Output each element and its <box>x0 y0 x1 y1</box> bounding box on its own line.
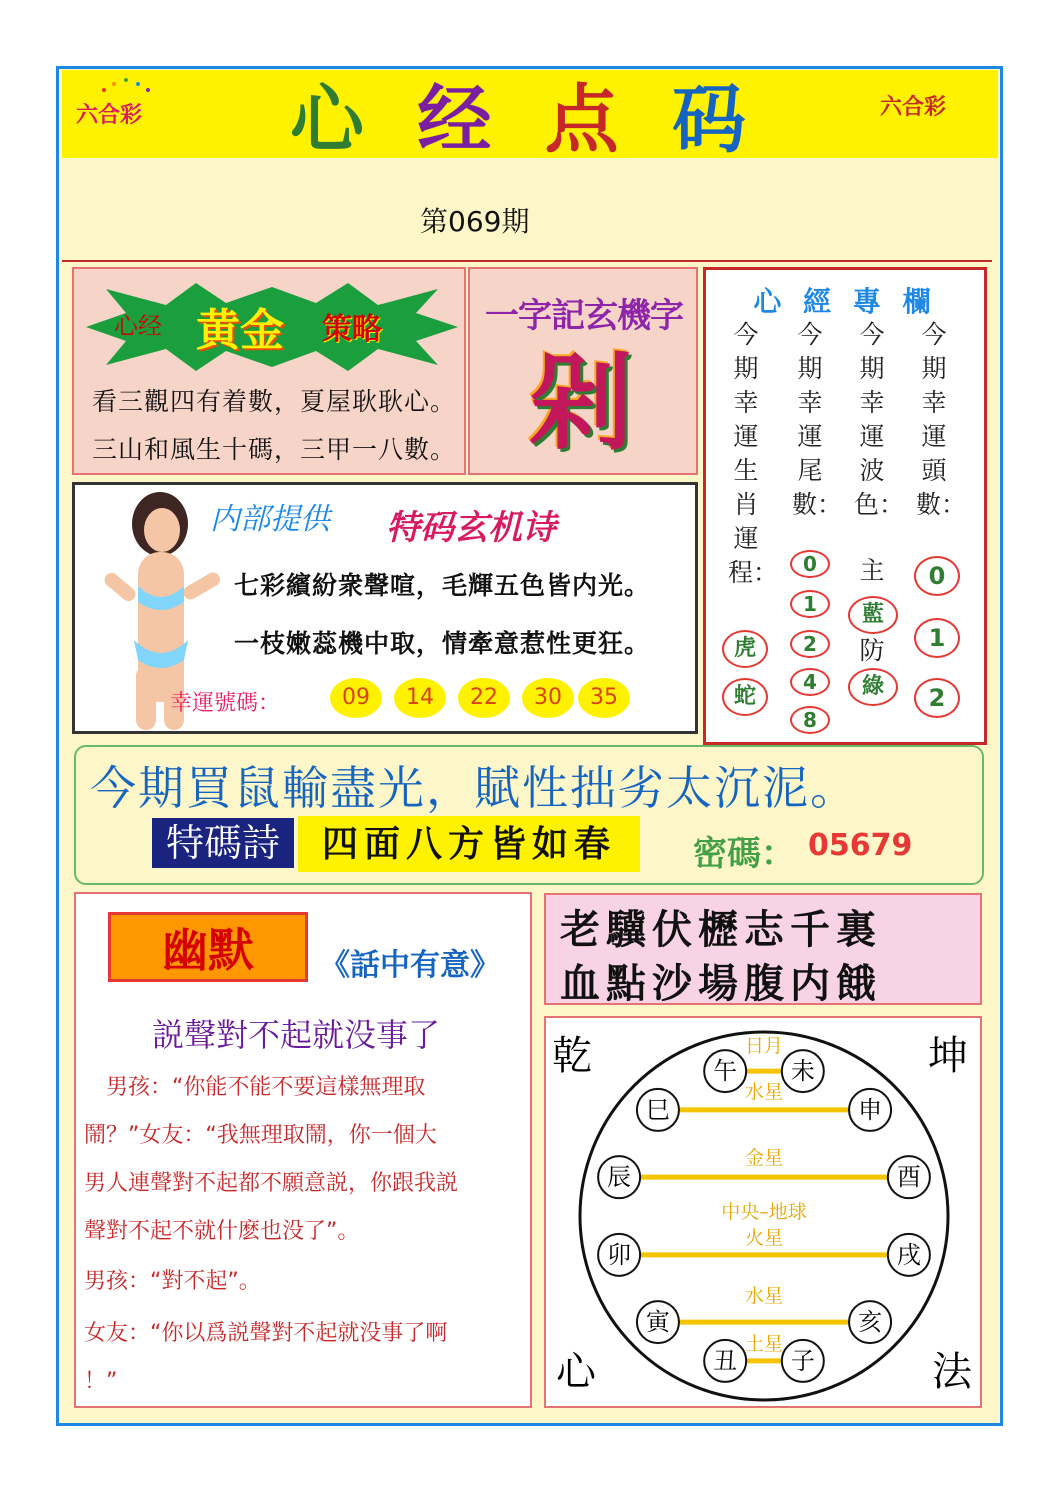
branch-label: 午 <box>713 1057 738 1086</box>
title-char-4: 码 <box>671 77 750 163</box>
planet-label: 水星 <box>744 1081 784 1103</box>
zodiac-label: 今期幸運生肖運程： <box>728 320 779 587</box>
planet-label: 水星 <box>744 1285 784 1307</box>
page-title <box>290 72 750 163</box>
special-poem-text: 四面八方皆如春 <box>298 816 640 872</box>
tail-value-5: 8 <box>790 706 830 734</box>
humor-line-4: 聲對不起不就什麽也没了”。 <box>84 1219 360 1244</box>
title-char-2: 经 <box>417 77 496 163</box>
one-char-glyph: 剁 <box>528 342 633 464</box>
branch-node <box>888 1156 930 1198</box>
planet-label: 金星 <box>744 1147 784 1169</box>
phrase-line-2: 血點沙場腹内餓 <box>560 960 882 1007</box>
lucky-label: 幸運號碼： <box>170 691 281 716</box>
lucky-number-3: 22 <box>458 678 510 718</box>
phrase-line-1: 老驥伏櫪志千裏 <box>560 906 882 953</box>
head-label: 今期幸運頭數： <box>916 320 967 519</box>
lucky-number-5: 35 <box>578 678 630 718</box>
branch-node <box>598 1234 640 1276</box>
branch-node <box>637 1089 679 1131</box>
planet-label: 中央–地球 <box>721 1201 807 1223</box>
banner-verse: 今期買鼠輸盡光，賦性拙劣太沉泥。 <box>90 761 858 815</box>
humor-line-5: 男孩：“對不起”。 <box>84 1269 261 1294</box>
column-title: 心 經 專 欄 <box>753 285 937 318</box>
wave-guard: 綠 <box>848 668 898 706</box>
humor-line-7: ！” <box>84 1369 118 1394</box>
earthly-branch-wheel <box>548 1020 978 1404</box>
zodiac-value-2: 蛇 <box>722 678 768 716</box>
gold-badge-suffix: 策略 <box>322 312 382 347</box>
code-value: 05679 <box>808 828 913 863</box>
humor-line-6: 女友：“你以爲説聲對不起就没事了啊 <box>84 1321 448 1346</box>
branch-label: 戌 <box>896 1240 921 1269</box>
special-poem-label: 特碼詩 <box>152 818 294 868</box>
branch-label: 亥 <box>858 1308 883 1337</box>
branch-label: 巳 <box>645 1095 670 1124</box>
branch-label: 寅 <box>645 1308 670 1337</box>
wave-main-label: 主 <box>859 556 885 585</box>
branch-node <box>849 1301 891 1343</box>
branch-label: 辰 <box>607 1163 632 1192</box>
branch-label: 申 <box>858 1095 883 1124</box>
branch-label: 丑 <box>713 1346 738 1375</box>
corner-top-left: 乾 <box>552 1033 592 1079</box>
humor-badge-text: 幽默 <box>162 923 254 977</box>
planet-label: 火星 <box>744 1227 784 1249</box>
branch-label: 酉 <box>896 1163 921 1192</box>
tail-value-4: 4 <box>790 668 830 696</box>
humor-line-3: 男人連聲對不起都不願意説，你跟我説 <box>84 1171 459 1196</box>
gold-badge-main: 黄金 <box>196 305 284 356</box>
head-value-2: 1 <box>914 618 960 658</box>
lucky-number-4: 30 <box>522 678 574 718</box>
logo-right: 六合彩 <box>880 95 947 120</box>
planet-label: 日月 <box>744 1035 784 1057</box>
branch-label: 未 <box>790 1057 815 1086</box>
code-label: 密碼： <box>693 834 795 874</box>
humor-line-2: 鬧？”女友：“我無理取鬧，你一個大 <box>84 1123 437 1148</box>
branch-node <box>598 1156 640 1198</box>
tail-value-3: 2 <box>790 630 830 658</box>
branch-node <box>849 1089 891 1131</box>
logo-sparkle-icon <box>96 76 156 96</box>
poem-line-1: 七彩繽紛衆聲喧，毛輝五色皆内光。 <box>234 571 651 600</box>
head-value-1: 0 <box>914 556 960 596</box>
logo-left: 六合彩 <box>76 103 143 128</box>
branch-label: 卯 <box>607 1240 632 1269</box>
branch-node <box>782 1050 824 1092</box>
branch-node <box>782 1340 824 1382</box>
humor-heading: 説聲對不起就没事了 <box>152 1016 441 1054</box>
humor-subtitle: 《話中有意》 <box>320 948 500 983</box>
branch-label: 子 <box>790 1346 815 1375</box>
planet-label: 土星 <box>744 1333 784 1355</box>
head-value-3: 2 <box>914 678 960 718</box>
issue-number: 第069期 <box>420 205 530 238</box>
branch-node <box>637 1301 679 1343</box>
zodiac-value-1: 虎 <box>722 630 768 668</box>
gold-line-2: 三山和風生十碼，三甲一八數。 <box>92 435 457 464</box>
poem-source: 内部提供 <box>210 502 330 537</box>
branch-node <box>888 1234 930 1276</box>
corner-top-right: 坤 <box>928 1033 968 1079</box>
humor-line-1: 男孩：“你能不能不要這樣無理取 <box>84 1075 426 1100</box>
poem-title: 特码玄机诗 <box>386 508 556 548</box>
corner-bottom-left: 心 <box>556 1349 596 1395</box>
wave-label: 今期幸運波色： <box>854 320 905 519</box>
tail-value-1: 0 <box>790 550 830 578</box>
divider-line <box>62 260 992 262</box>
corner-bottom-right: 法 <box>932 1349 972 1395</box>
poem-line-2: 一枝嫩蕊機中取，情牽意惹性更狂。 <box>234 629 651 658</box>
title-char-1: 心 <box>290 77 368 163</box>
lucky-number-2: 14 <box>394 678 446 718</box>
lucky-number-1: 09 <box>330 678 382 718</box>
gold-line-1: 看三觀四有着數，夏屋耿耿心。 <box>92 387 457 416</box>
wave-main: 藍 <box>848 596 898 634</box>
one-char-title: 一字記玄機字 <box>485 296 683 336</box>
branch-node <box>704 1340 746 1382</box>
title-char-3: 点 <box>544 77 623 163</box>
tail-value-2: 1 <box>790 590 830 618</box>
wave-guard-label: 防 <box>859 636 885 665</box>
tail-label: 今期幸運尾數： <box>792 320 843 519</box>
branch-node <box>704 1050 746 1092</box>
gold-badge-prefix: 心经 <box>114 312 162 340</box>
